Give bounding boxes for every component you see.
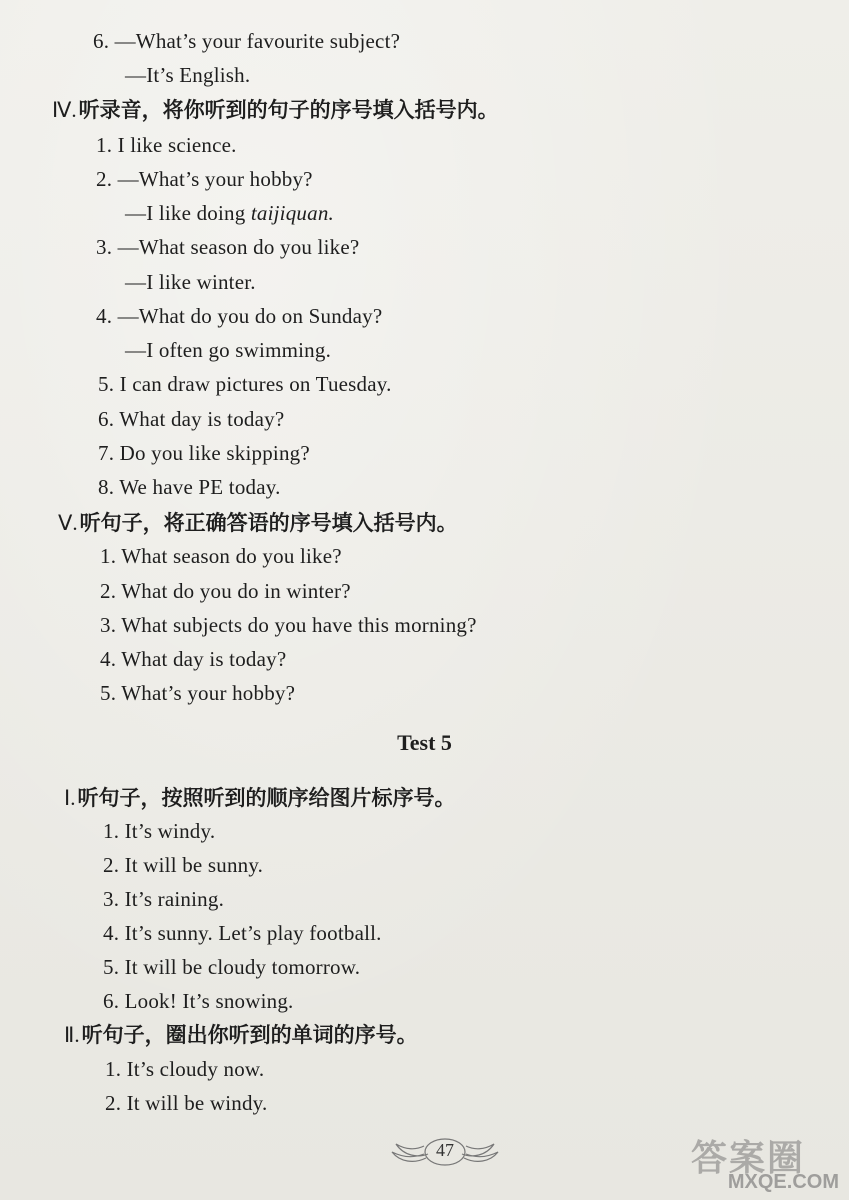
list-item: —It’s English. bbox=[125, 63, 251, 87]
list-item: 3. —What season do you like? bbox=[96, 235, 360, 259]
section-instruction: 听句子，圈出你听到的单词的序号。 bbox=[81, 1023, 418, 1047]
section-numeral: Ⅱ. bbox=[64, 1023, 80, 1047]
section-heading bbox=[64, 785, 455, 811]
italic-word: taijiquan. bbox=[250, 201, 334, 225]
section-instruction: 听录音，将你听到的句子的序号填入括号内。 bbox=[78, 98, 499, 122]
section-instruction: 听句子，按照听到的顺序给图片标序号。 bbox=[77, 786, 456, 810]
watermark-url: MXQE.COM bbox=[727, 1171, 839, 1193]
list-item: 1. It’s cloudy now. bbox=[105, 1057, 265, 1081]
section-numeral: Ⅴ. bbox=[58, 511, 78, 535]
list-item: 6. What day is today? bbox=[98, 407, 285, 431]
list-item: 5. It will be cloudy tomorrow. bbox=[103, 955, 361, 979]
list-item: 7. Do you like skipping? bbox=[98, 441, 310, 465]
list-item: 5. I can draw pictures on Tuesday. bbox=[98, 372, 392, 396]
page-number: 47 bbox=[436, 1140, 454, 1160]
list-item: 6. —What’s your favourite subject? bbox=[93, 29, 401, 53]
list-item: 3. What subjects do you have this morning? bbox=[100, 613, 477, 637]
list-item: —I often go swimming. bbox=[125, 338, 332, 362]
list-item: —I like winter. bbox=[125, 270, 256, 294]
list-item: 2. —What’s your hobby? bbox=[96, 167, 313, 191]
list-item: 4. —What do you do on Sunday? bbox=[96, 304, 383, 328]
list-item: 2. What do you do in winter? bbox=[100, 579, 351, 603]
list-item: 2. It will be sunny. bbox=[103, 853, 264, 877]
list-item: 6. Look! It’s snowing. bbox=[103, 989, 294, 1013]
list-item: 5. What’s your hobby? bbox=[100, 681, 296, 705]
watermark-text: 答案圈 bbox=[691, 1138, 806, 1179]
section-numeral: Ⅰ. bbox=[64, 786, 76, 810]
list-item: 4. It’s sunny. Let’s play football. bbox=[103, 921, 382, 945]
list-item: 2. It will be windy. bbox=[105, 1091, 268, 1115]
list-item: 1. I like science. bbox=[96, 133, 237, 157]
section-heading bbox=[64, 1022, 418, 1048]
section-heading bbox=[58, 510, 458, 536]
list-item: 8. We have PE today. bbox=[98, 475, 281, 499]
list-item: 4. What day is today? bbox=[100, 647, 287, 671]
section-heading bbox=[52, 97, 499, 123]
list-item bbox=[125, 200, 334, 226]
list-item: 3. It’s raining. bbox=[103, 887, 225, 911]
list-item: 1. It’s windy. bbox=[103, 819, 216, 843]
answer-text: —I like doing bbox=[125, 201, 251, 225]
test-title: Test 5 bbox=[397, 730, 452, 755]
page-number-ornament bbox=[390, 1124, 500, 1172]
watermark-logo bbox=[683, 1130, 843, 1196]
list-item: 1. What season do you like? bbox=[100, 544, 342, 568]
section-instruction: 听句子，将正确答语的序号填入括号内。 bbox=[79, 511, 458, 535]
section-numeral: Ⅳ. bbox=[52, 98, 77, 122]
